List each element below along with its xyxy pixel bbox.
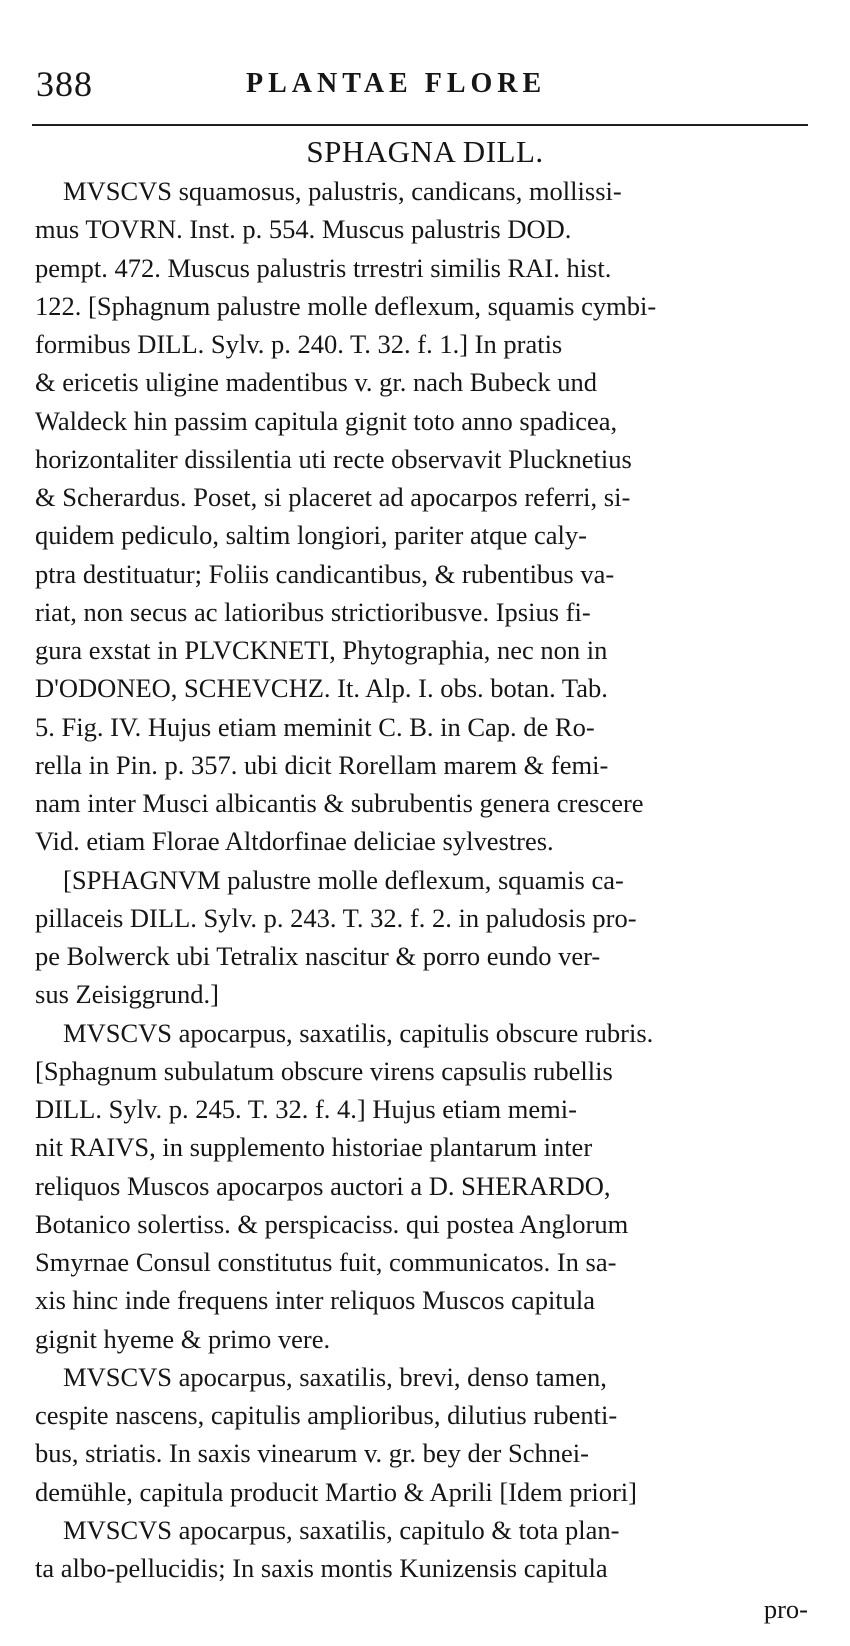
text-line: bus, striatis. In saxis vinearum v. gr. bey der Schnei- — [35, 1438, 589, 1469]
text-line: 122. [Sphagnum palustre molle deflexum, squamis cymbi- — [35, 290, 657, 321]
text-line: DILL. Sylv. p. 245. T. 32. f. 4.] Hujus etiam memi- — [35, 1094, 577, 1124]
text-line: Waldeck hin passim capitula gignit toto anno spadicea, — [35, 405, 618, 436]
text-line: pillaceis DILL. Sylv. p. 243. T. 32. f. 2. in paludosis pro- — [35, 902, 637, 933]
running-title: PLANTAE FLORE — [246, 68, 547, 99]
text-line: MVSCVS apocarpus, saxatilis, capitulis obscure rubris. — [63, 1017, 654, 1048]
text-line: ta albo-pellucidis; In saxis montis Kunizensis capitula — [35, 1553, 608, 1583]
text-line: mus TOVRN. Inst. p. 554. Muscus palustris DOD. — [35, 214, 572, 245]
text-line: pe Bolwerck ubi Tetralix nascitur & porro eundo ver- — [35, 941, 601, 971]
text-line: rella in Pin. p. 357. ubi dicit Rorellam marem & femi- — [35, 749, 609, 780]
text-line: & ericetis uligine madentibus v. gr. nach Bubeck und — [35, 367, 598, 398]
text-line: nam inter Musci albicantis & subrubentis genera crescere — [35, 788, 644, 818]
text-line: gura exstat in PLVCKNETI, Phytographia, nec non in — [35, 635, 608, 665]
text-line: MVSCVS squamosus, palustris, candicans, mollissi- — [63, 176, 622, 206]
text-line: [Sphagnum subulatum obscure virens capsulis rubellis — [35, 1055, 613, 1086]
text-line: MVSCVS apocarpus, saxatilis, capitulo & tota plan- — [63, 1514, 620, 1545]
text-line: formibus DILL. Sylv. p. 240. T. 32. f. 1.] In pratis — [35, 329, 563, 359]
text-line: sus Zeisiggrund.] — [35, 979, 220, 1010]
text-line: Vid. etiam Florae Altdorfinae deliciae sylvestres. — [35, 826, 554, 857]
text-line: quidem pediculo, saltim longiori, pariter atque caly- — [35, 520, 587, 551]
text-line: & Scherardus. Poset, si placeret ad apocarpos referri, si- — [35, 482, 631, 512]
header-rule — [32, 124, 808, 126]
text-line: D'ODONEO, SCHEVCHZ. It. Alp. I. obs. botan. Tab. — [35, 673, 608, 704]
text-line: pempt. 472. Muscus palustris trrestri similis RAI. hist. — [35, 252, 612, 283]
text-line: [SPHAGNVM palustre molle deflexum, squamis ca- — [63, 864, 624, 895]
text-line: Botanico solertiss. & perspicaciss. qui postea Anglorum — [35, 1208, 629, 1239]
text-line: horizontaliter dissilentia uti recte observavit Plucknetius — [35, 443, 632, 474]
text-line: cespite nascens, capitulis amplioribus, dilutius rubenti- — [35, 1400, 618, 1430]
text-line: xis hinc inde frequens inter reliquos Muscos capitula — [35, 1285, 596, 1316]
section-title: SPHAGNA DILL. — [306, 134, 544, 169]
text-line: gignit hyeme & primo vere. — [35, 1323, 331, 1354]
body-text — [35, 172, 812, 1587]
text-line: reliquos Muscos apocarpos auctori a D. SHERARDO, — [35, 1170, 611, 1201]
text-line: MVSCVS apocarpus, saxatilis, brevi, denso tamen, — [63, 1361, 607, 1392]
text-line: demühle, capitula producit Martio & Aprili [Idem priori] — [35, 1476, 637, 1507]
page-header — [36, 62, 816, 106]
text-line: ptra destituatur; Foliis candicantibus, & rubentibus va- — [35, 558, 615, 589]
text-line: nit RAIVS, in supplemento historiae plantarum inter — [35, 1132, 593, 1163]
page-number: 388 — [36, 64, 93, 104]
text-line: 5. Fig. IV. Hujus etiam meminit C. B. in Cap. de Ro- — [35, 711, 595, 742]
text-line: Smyrnae Consul constitutus fuit, communicatos. In sa- — [35, 1247, 617, 1277]
catchword: pro- — [763, 1594, 808, 1624]
text-line: riat, non secus ac latioribus strictioribusve. Ipsius fi- — [35, 596, 591, 627]
